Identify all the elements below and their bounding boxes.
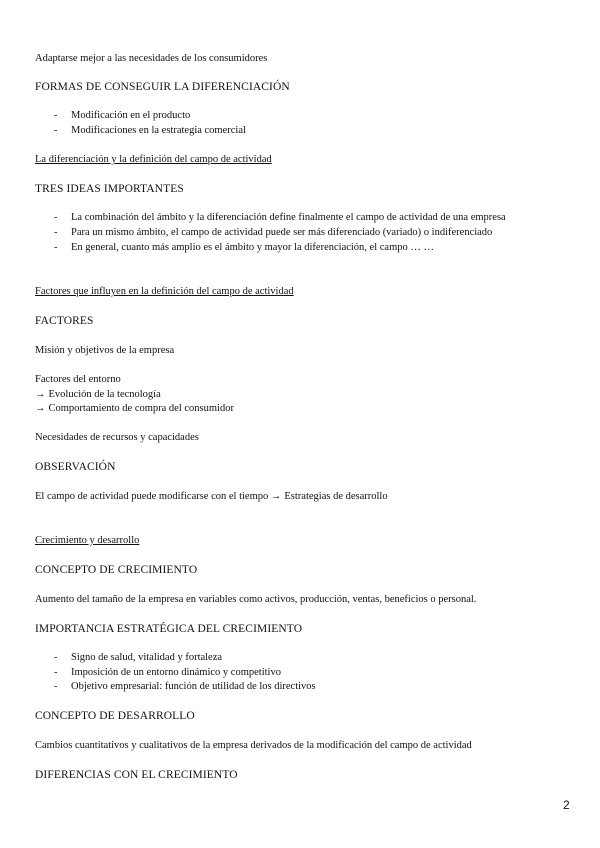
entorno-arrow-item-2 bbox=[35, 404, 234, 415]
list-item: Comportamiento de compra del consumidor bbox=[48, 403, 234, 414]
section-title-factores: Factores que influyen en la definición del campo de actividad bbox=[35, 286, 294, 297]
obs-text-part: Estrategias de desarrollo bbox=[284, 491, 388, 502]
list-item: La combinación del ámbito y la diferenciación define finalmente el campo de actividad de una empresa bbox=[71, 212, 506, 223]
recursos-line: Necesidades de recursos y capacidades bbox=[35, 432, 199, 443]
idea-item-1 bbox=[54, 213, 506, 224]
bullet-dash: - bbox=[54, 652, 58, 663]
formas-heading: FORMAS DE CONSEGUIR LA DIFERENCIACIÓN bbox=[35, 81, 290, 93]
factores-heading: FACTORES bbox=[35, 315, 94, 327]
arrow-right-icon: → bbox=[270, 491, 282, 502]
entorno-arrow-item-1 bbox=[35, 390, 161, 401]
diferencias-heading: DIFERENCIAS CON EL CRECIMIENTO bbox=[35, 769, 238, 781]
concepto-crecimiento-heading: CONCEPTO DE CRECIMIENTO bbox=[35, 564, 198, 576]
list-item: Modificación en el producto bbox=[71, 110, 191, 121]
bullet-dash: - bbox=[54, 667, 58, 678]
concepto-crecimiento-text: Aumento del tamaño de la empresa en variables como activos, producción, ventas, beneficios o personal. bbox=[35, 594, 477, 605]
list-item: Para un mismo ámbito, el campo de actividad puede ser más diferenciado (variado) o indiferenciado bbox=[71, 227, 493, 238]
arrow-right-icon: → bbox=[35, 403, 46, 414]
section-title-diferenciacion: La diferenciación y la definición del campo de actividad bbox=[35, 154, 272, 165]
bullet-dash: - bbox=[54, 110, 58, 121]
concepto-desarrollo-text: Cambios cuantitativos y cualitativos de la empresa derivados de la modificación del campo de actividad bbox=[35, 740, 472, 751]
importancia-heading: IMPORTANCIA ESTRATÉGICA DEL CRECIMIENTO bbox=[35, 623, 303, 635]
importancia-item-3 bbox=[54, 682, 316, 693]
idea-item-3 bbox=[54, 243, 434, 254]
bullet-dash: - bbox=[54, 242, 58, 253]
list-item: En general, cuanto más amplio es el ámbito y mayor la diferenciación, el campo … … bbox=[71, 242, 434, 253]
formas-item-2 bbox=[54, 126, 246, 137]
importancia-item-2 bbox=[54, 668, 281, 679]
bullet-dash: - bbox=[54, 125, 58, 136]
list-item: Objetivo empresarial: función de utilidad de los directivos bbox=[71, 681, 316, 692]
observacion-text bbox=[35, 492, 388, 503]
list-item: Evolución de la tecnología bbox=[48, 389, 161, 400]
bullet-dash: - bbox=[54, 212, 58, 223]
list-item: Imposición de un entorno dinámico y competitivo bbox=[71, 667, 281, 678]
bullet-dash: - bbox=[54, 227, 58, 238]
observacion-heading: OBSERVACIÓN bbox=[35, 461, 116, 473]
list-item: Signo de salud, vitalidad y fortaleza bbox=[71, 652, 223, 663]
obs-text-part: El campo de actividad puede modificarse con el tiempo bbox=[35, 491, 269, 502]
bullet-dash: - bbox=[54, 681, 58, 692]
arrow-right-icon: → bbox=[35, 389, 46, 400]
page-number: 2 bbox=[563, 798, 570, 812]
formas-item-1 bbox=[54, 111, 190, 122]
entorno-line: Factores del entorno bbox=[35, 374, 121, 385]
idea-item-2 bbox=[54, 228, 492, 239]
concepto-desarrollo-heading: CONCEPTO DE DESARROLLO bbox=[35, 710, 195, 722]
mision-line: Misión y objetivos de la empresa bbox=[35, 345, 175, 356]
importancia-item-1 bbox=[54, 653, 222, 664]
tres-ideas-heading: TRES IDEAS IMPORTANTES bbox=[35, 183, 184, 195]
list-item: Modificaciones en la estrategia comercial bbox=[71, 125, 246, 136]
section-title-crecimiento: Crecimiento y desarrollo bbox=[35, 535, 140, 546]
intro-line: Adaptarse mejor a las necesidades de los consumidores bbox=[35, 53, 268, 64]
